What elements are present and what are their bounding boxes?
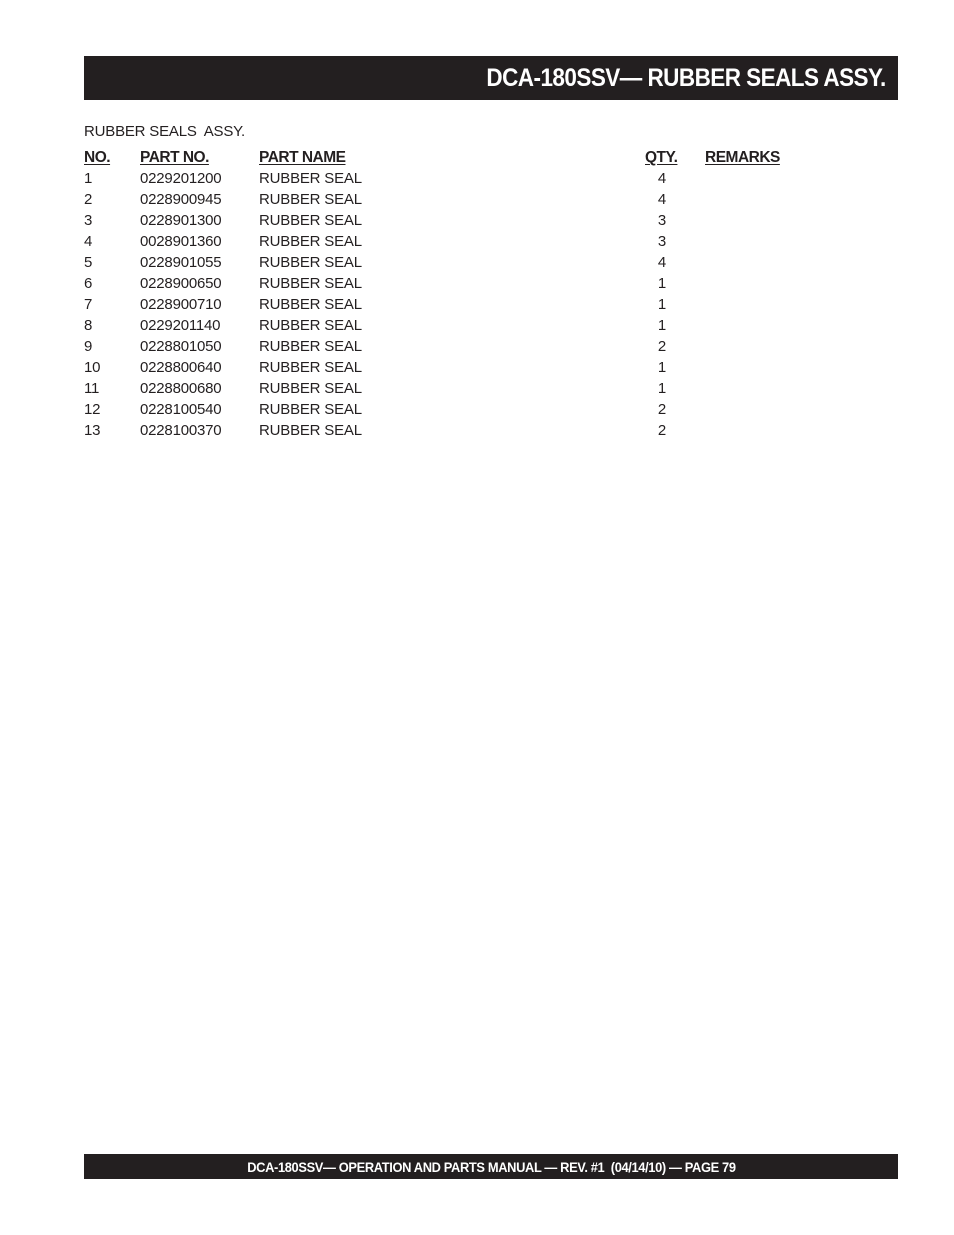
cell-part-no: 0229201140 [140, 317, 221, 334]
cell-part-name: RUBBER SEAL [259, 254, 362, 271]
cell-qty: 1 [657, 275, 667, 292]
table-row [84, 317, 804, 338]
column-header-qty: QTY. [645, 149, 678, 166]
cell-part-name: RUBBER SEAL [259, 233, 362, 250]
table-row [84, 275, 804, 296]
cell-qty: 2 [657, 338, 667, 355]
cell-no: 6 [84, 275, 93, 292]
cell-qty: 3 [657, 212, 667, 229]
cell-part-name: RUBBER SEAL [259, 338, 362, 355]
cell-part-name: RUBBER SEAL [259, 401, 362, 418]
page-header-bar [84, 56, 898, 100]
cell-part-name: RUBBER SEAL [259, 317, 362, 334]
footer-text: DCA-180SSV— OPERATION AND PARTS MANUAL — REV. #1 (04/14/10) — PAGE 79 [246, 1158, 736, 1175]
cell-no: 7 [84, 296, 93, 313]
cell-part-no: 0228800640 [140, 359, 222, 376]
cell-part-no: 0028901360 [140, 233, 222, 250]
column-header-part-name: PART NAME [259, 149, 346, 166]
cell-no: 13 [84, 422, 101, 439]
column-header-part-no: PART NO. [140, 149, 209, 166]
cell-part-no: 0228900650 [140, 275, 222, 292]
cell-no: 5 [84, 254, 93, 271]
column-header-remarks: REMARKS [705, 149, 780, 166]
cell-no: 1 [84, 170, 93, 187]
cell-no: 4 [84, 233, 93, 250]
cell-part-name: RUBBER SEAL [259, 170, 362, 187]
cell-part-name: RUBBER SEAL [259, 422, 362, 439]
table-row [84, 338, 804, 359]
cell-part-no: 0228100540 [140, 401, 222, 418]
cell-qty: 4 [657, 170, 667, 187]
table-row [84, 422, 804, 443]
cell-no: 3 [84, 212, 93, 229]
cell-qty: 1 [657, 317, 667, 334]
cell-part-no: 0228800680 [140, 380, 222, 397]
cell-qty: 4 [657, 191, 667, 208]
cell-qty: 1 [657, 296, 667, 313]
cell-qty: 1 [657, 380, 667, 397]
cell-part-no: 0228900945 [140, 191, 222, 208]
table-row [84, 254, 804, 275]
cell-qty: 3 [657, 233, 667, 250]
cell-part-no: 0228100370 [140, 422, 222, 439]
cell-no: 12 [84, 401, 101, 418]
cell-part-no: 0228801050 [140, 338, 222, 355]
parts-table [84, 149, 804, 443]
table-body [84, 170, 804, 443]
cell-part-no: 0228900710 [140, 296, 222, 313]
cell-no: 8 [84, 317, 93, 334]
cell-part-name: RUBBER SEAL [259, 275, 362, 292]
cell-no: 11 [84, 380, 100, 397]
table-row [84, 233, 804, 254]
cell-part-no: 0228901055 [140, 254, 222, 271]
page-footer-bar [84, 1154, 898, 1179]
cell-no: 10 [84, 359, 101, 376]
table-row [84, 191, 804, 212]
table-row [84, 359, 804, 380]
cell-no: 9 [84, 338, 93, 355]
cell-part-no: 0228901300 [140, 212, 222, 229]
page-title: DCA-180SSV— RUBBER SEALS ASSY. [486, 63, 886, 92]
cell-part-name: RUBBER SEAL [259, 380, 362, 397]
table-row [84, 296, 804, 317]
table-header-row [84, 149, 804, 170]
cell-part-no: 0229201200 [140, 170, 222, 187]
table-row [84, 170, 804, 191]
cell-part-name: RUBBER SEAL [259, 359, 362, 376]
table-row [84, 401, 804, 422]
table-row [84, 212, 804, 233]
table-row [84, 380, 804, 401]
cell-qty: 1 [657, 359, 667, 376]
section-label: RUBBER SEALS ASSY. [84, 123, 246, 140]
cell-qty: 4 [657, 254, 667, 271]
cell-no: 2 [84, 191, 93, 208]
cell-qty: 2 [657, 401, 667, 418]
cell-part-name: RUBBER SEAL [259, 296, 362, 313]
cell-qty: 2 [657, 422, 667, 439]
cell-part-name: RUBBER SEAL [259, 212, 362, 229]
column-header-no: NO. [84, 149, 111, 166]
cell-part-name: RUBBER SEAL [259, 191, 362, 208]
